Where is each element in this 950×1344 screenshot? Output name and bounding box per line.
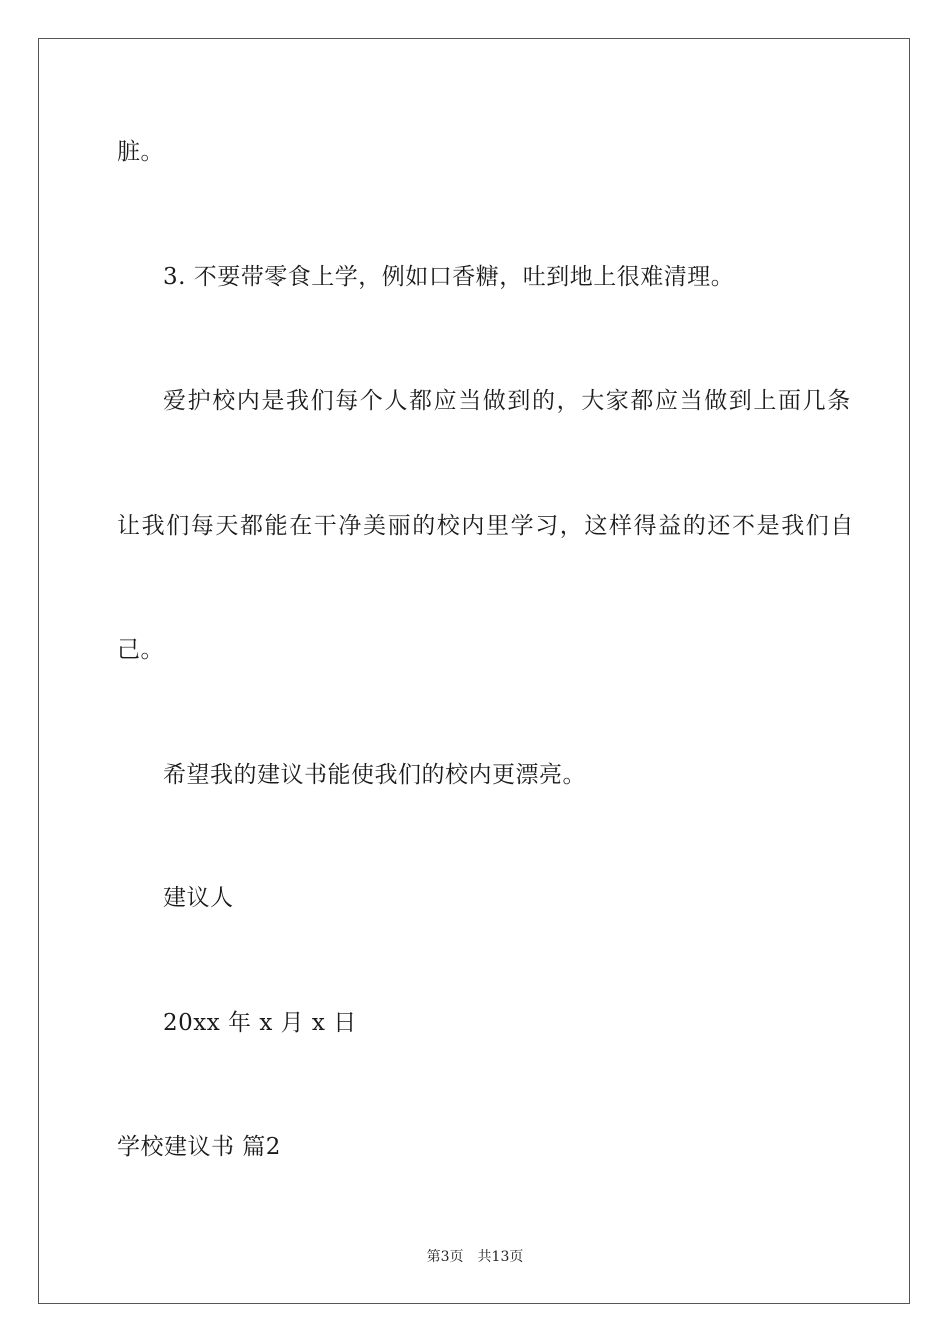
section-heading: 学校建议书 篇2 [117,1134,281,1160]
page-number: 第3页 [426,1249,464,1265]
page-total: 共13页 [477,1249,524,1265]
page-border [38,38,910,1304]
signature-label: 建议人 [163,885,234,911]
paragraph-line: 脏。 [117,139,164,165]
paragraph-line: 己。 [117,637,164,663]
paragraph-line: 爱护校内是我们每个人都应当做到的，大家都应当做到上面几条 [163,388,852,414]
closing-wish: 希望我的建议书能使我们的校内更漂亮。 [163,762,586,788]
date-line: 20xx 年 x 月 x 日 [163,1010,357,1036]
paragraph-line: 让我们每天都能在干净美丽的校内里学习，这样得益的还不是我们自 [117,513,855,539]
list-item-3: 3. 不要带零食上学，例如口香糖，吐到地上很难清理。 [163,264,735,290]
page-footer [0,1248,950,1266]
